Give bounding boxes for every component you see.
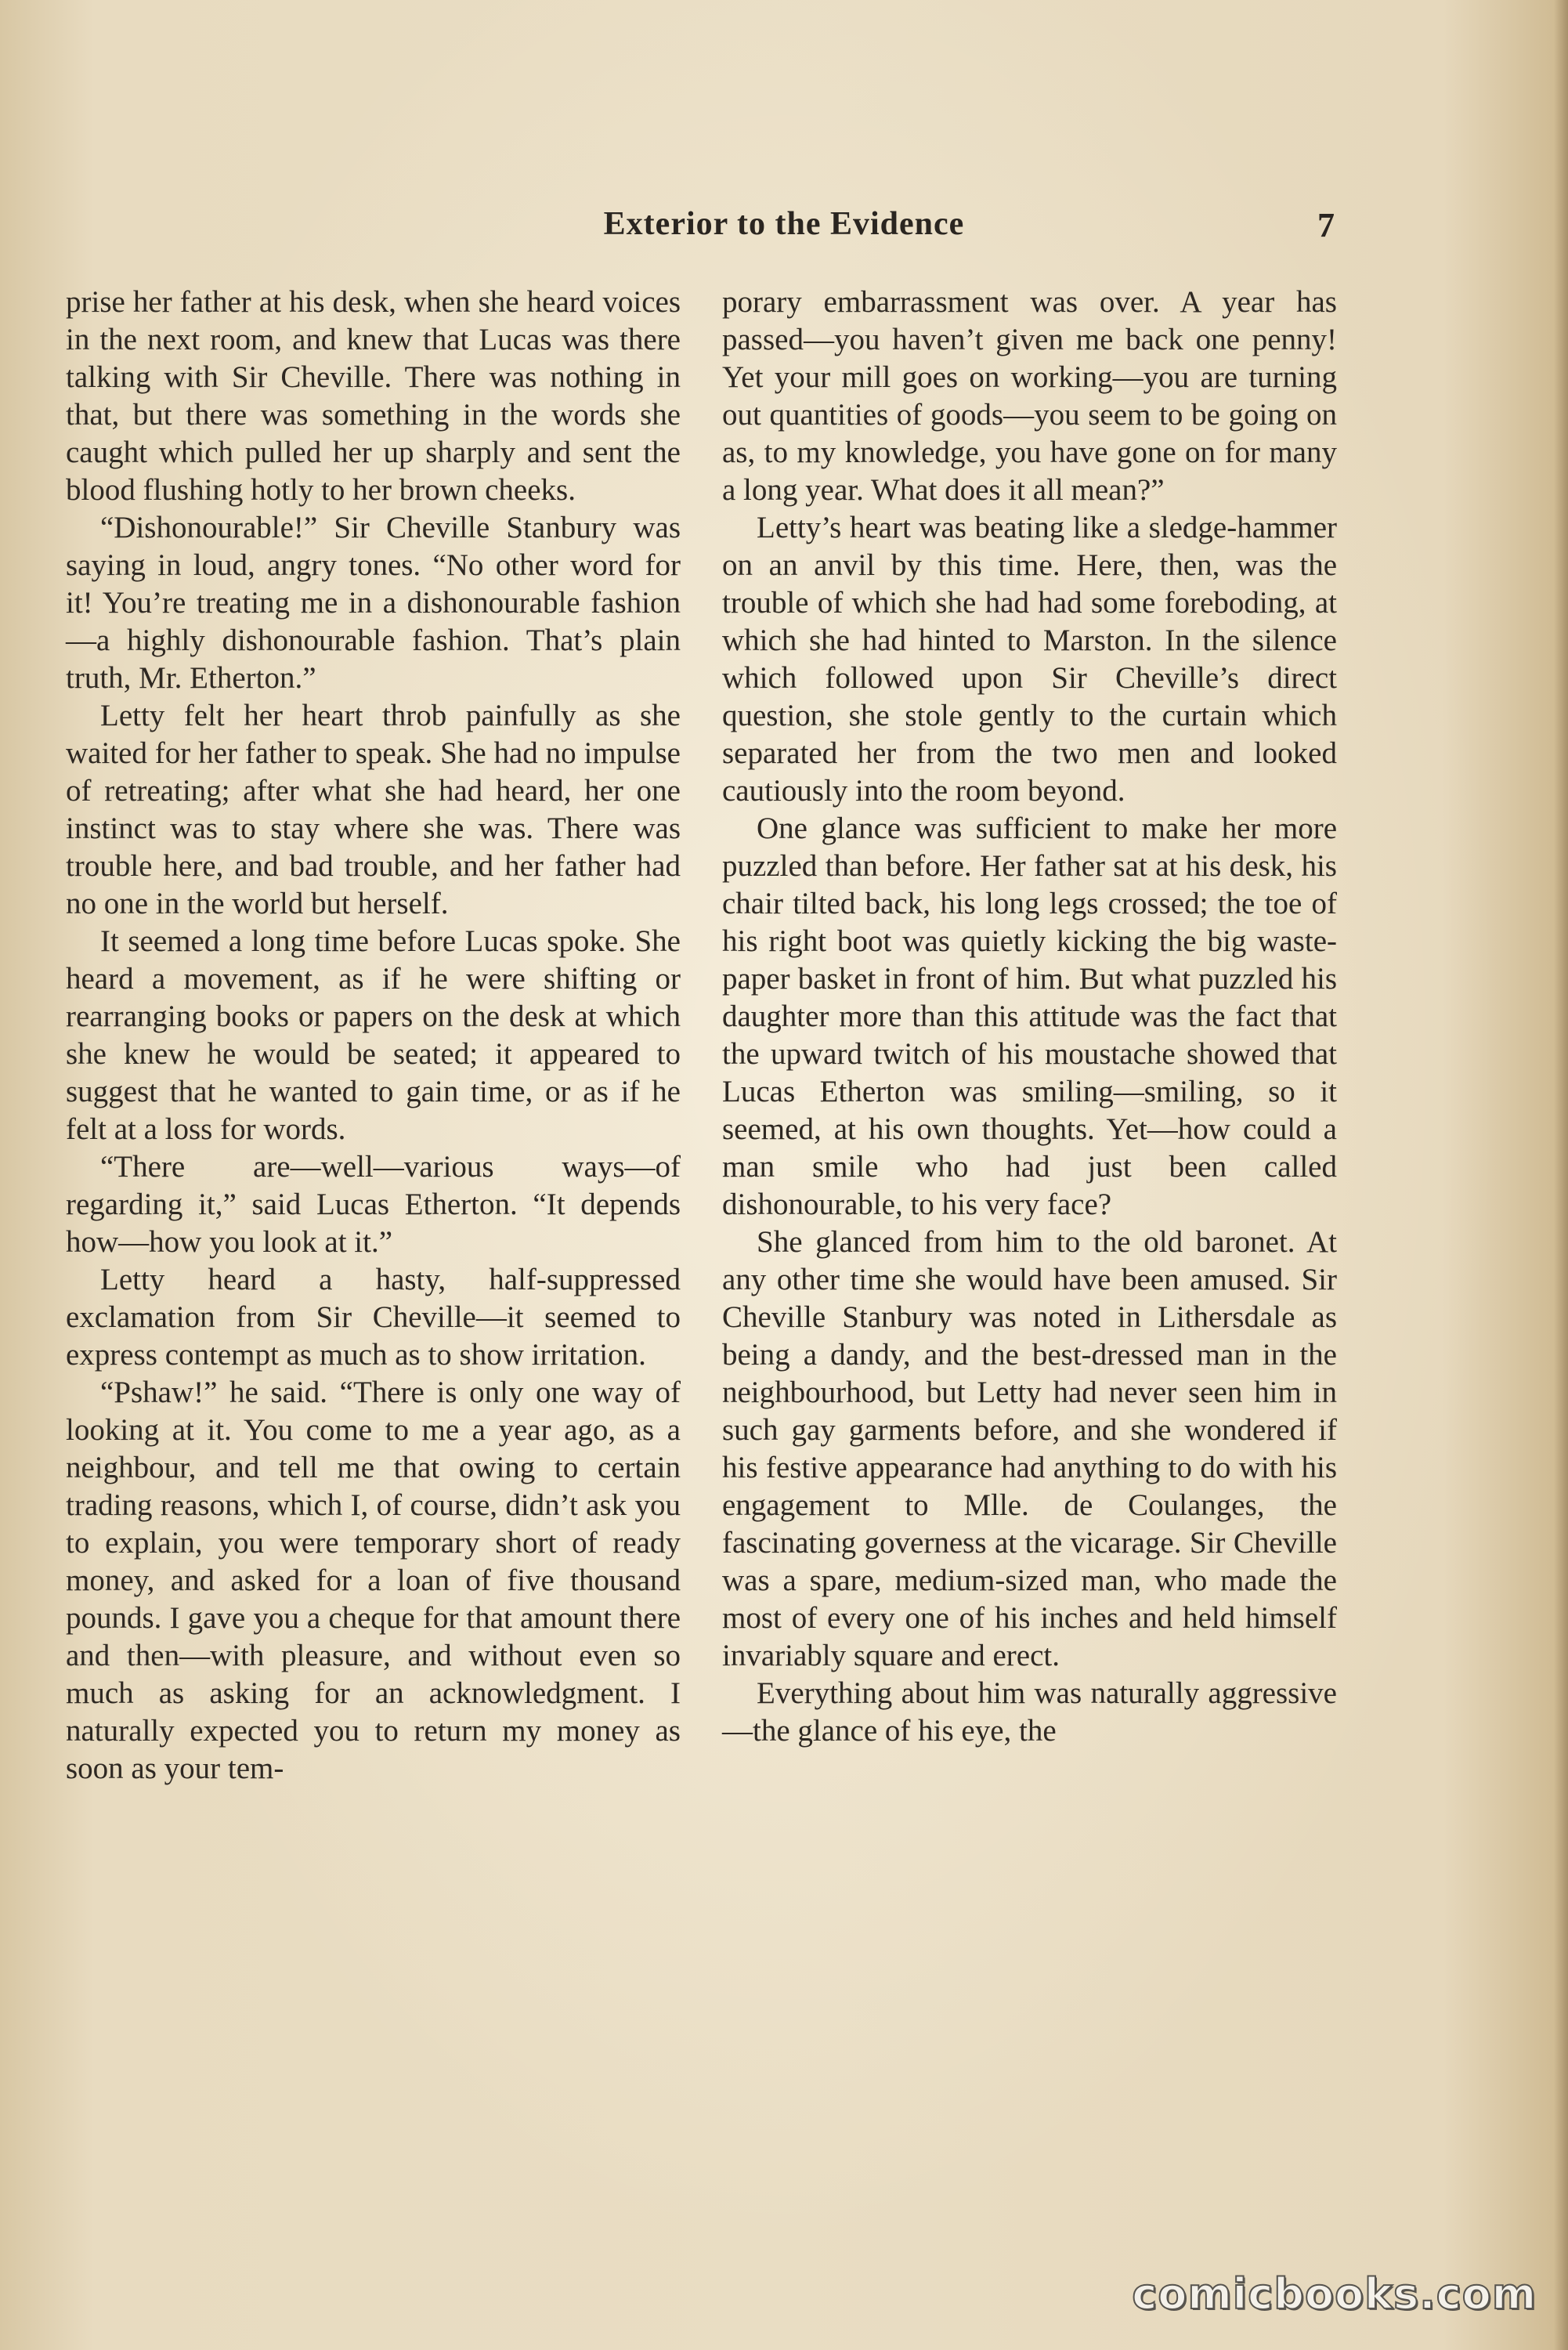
running-title: Exterior to the Evidence [603,206,965,242]
text-column-right [722,284,1337,1750]
paragraph: One glance was sufficient to make her more puzzled than before. Her father sat at his desk, his chair tilted back, his long legs crossed; the toe of his right boot was quietly kicking the big waste-paper basket in front of him. But what puzzled his daughter more than this attitude was the fact that the upward twitch of his moustache showed that Lucas Etherton was smiling—smiling, so it seemed, at his own thoughts. Yet—how could a man smile who had just been called dishonourable, to his very face? [722,812,1337,1221]
page-number: 7 [1317,206,1335,244]
paragraph: “Pshaw!” he said. “There is only one way of looking at it. You come to me a year ago, as a neighbour, and tell me that owing to certain trading reasons, which I, of course, didn’t ask you to explain, you were temporary short of ready money, and asked for a loan of five thousand pounds. I gave you a cheque for that amount there and then—with pleasure, and without even so much as asking for an acknowledgment. I naturally expected you to return my money as soon as your tem- [66,1376,681,1785]
paragraph: “There are—well—various ways—of regarding it,” said Lucas Etherton. “It depends how—how you look at it.” [66,1150,681,1259]
text-column-left [66,284,681,1788]
site-watermark: comicbooks.com [1132,2269,1537,2319]
paragraph: Letty’s heart was beating like a sledge-hammer on an anvil by this time. Here, then, was the trouble of which she had had some foreboding, at which she had hinted to Marston. In the silence which followed upon Sir Cheville’s direct question, she stole gently to the curtain which separated her from the two men and looked cautiously into the room beyond. [722,511,1337,808]
paragraph: prise her father at his desk, when she heard voices in the next room, and knew that Lucas was there talking with Sir Cheville. There was nothing in that, but there was something in the words she caught which pulled her up sharply and sent the blood flushing hotly to her brown cheeks. [66,285,681,507]
page-header [0,205,1568,252]
paragraph: She glanced from him to the old baronet. At any other time she would have been amused. Sir Cheville Stanbury was noted in Lithersdale as being a dandy, and the best-dressed man in the neighbourhood, but Letty had never seen him in such gay garments before, and she wondered if his festive appearance had anything to do with his engagement to Mlle. de Coulanges, the fascinating governess at the vicarage. Sir Cheville was a spare, medium-sized man, who made the most of every one of his inches and held himself invariably square and erect. [722,1225,1337,1672]
paragraph: It seemed a long time before Lucas spoke. She heard a movement, as if he were shifting or rearranging books or papers on the desk at which she knew he would be seated; it appeared to suggest that he wanted to gain time, or as if he felt at a loss for words. [66,924,681,1146]
paragraph: “Dishonourable!” Sir Cheville Stanbury was saying in loud, angry tones. “No other word for it! You’re treating me in a dishonourable fashion—a highly dishonourable fashion. That’s plain truth, Mr. Etherton.” [66,511,681,695]
paragraph: Letty felt her heart throb painfully as she waited for her father to speak. She had no impulse of retreating; after what she had heard, her one instinct was to stay where she was. There was trouble here, and bad trouble, and her father had no one in the world but herself. [66,699,681,920]
paragraph: Everything about him was naturally aggressive—the glance of his eye, the [722,1676,1337,1748]
paragraph: Letty heard a hasty, half-suppressed exclamation from Sir Cheville—it seemed to express contempt as much as to show irritation. [66,1263,681,1372]
paragraph: porary embarrassment was over. A year has passed—you haven’t given me back one penny! Yet your mill goes on working—you are turning out quantities of goods—you seem to be going on as, to my knowledge, you have gone on for many a long year. What does it all mean?” [722,285,1337,507]
